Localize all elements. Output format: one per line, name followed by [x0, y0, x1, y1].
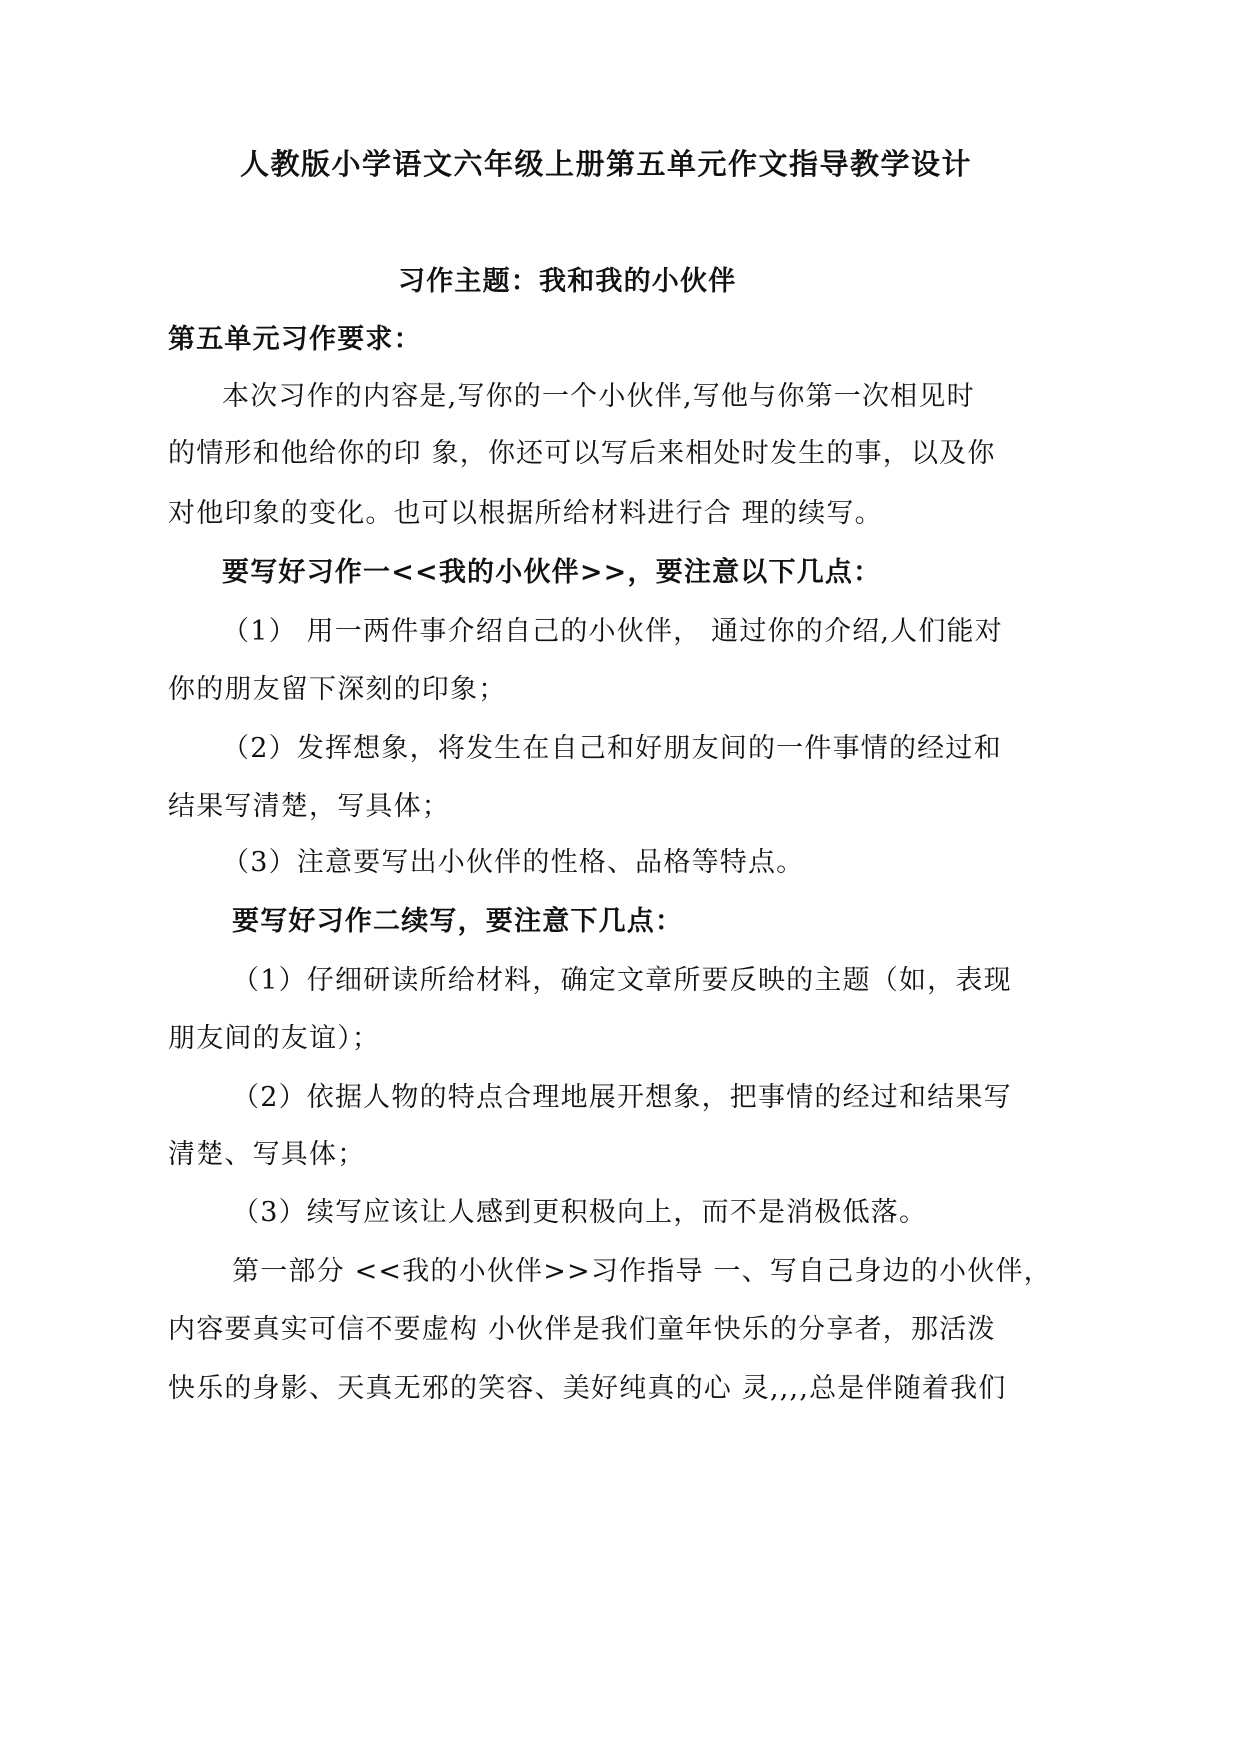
guidance-line: 快乐的身影、天真无邪的笑容、美好纯真的心 灵,,,,总是伴随着我们 — [168, 1373, 1007, 1404]
guidance-line: 内容要真实可信不要虚构 小伙伴是我们童年快乐的分享者，那活泼 — [168, 1314, 996, 1345]
part1-point: （1） 用一两件事介绍自己的小伙伴， 通过你的介绍,人们能对 — [222, 616, 1003, 647]
theme-heading: 习作主题：我和我的小伙伴 — [398, 266, 737, 297]
part1-point: （3）注意要写出小伙伴的性格、品格等特点。 — [222, 847, 805, 878]
part1-heading: 要写好习作一<<我的小伙伴>>，要注意以下几点： — [222, 557, 882, 588]
part2-point: 朋友间的友谊）； — [168, 1023, 381, 1054]
requirements-heading: 第五单元习作要求： — [168, 324, 422, 355]
part2-point: （2）依据人物的特点合理地展开想象，把事情的经过和结果写 — [232, 1082, 1012, 1113]
intro-line: 的情形和他给你的印 象，你还可以写后来相处时发生的事，以及你 — [168, 438, 996, 469]
part2-point: 清楚、写具体； — [168, 1139, 366, 1170]
part1-point: （2）发挥想象，将发生在自己和好朋友间的一件事情的经过和 — [222, 733, 1002, 764]
part2-point: （1）仔细研读所给材料，确定文章所要反映的主题（如，表现 — [232, 965, 1012, 996]
part2-point: （3）续写应该让人感到更积极向上，而不是消极低落。 — [232, 1197, 928, 1228]
part1-point: 结果写清楚，写具体； — [168, 791, 450, 822]
document-title: 人教版小学语文六年级上册第五单元作文指导教学设计 — [240, 147, 973, 181]
intro-line: 本次习作的内容是,写你的一个小伙伴,写他与你第一次相见时 — [222, 381, 975, 412]
part2-heading: 要写好习作二续写，要注意下几点： — [232, 906, 684, 937]
part1-point: 你的朋友留下深刻的印象； — [168, 674, 507, 705]
intro-line: 对他印象的变化。也可以根据所给材料进行合 理的续写。 — [168, 498, 883, 529]
guidance-line: 第一部分 <<我的小伙伴>>习作指导 一、写自己身边的小伙伴， — [232, 1256, 1052, 1287]
